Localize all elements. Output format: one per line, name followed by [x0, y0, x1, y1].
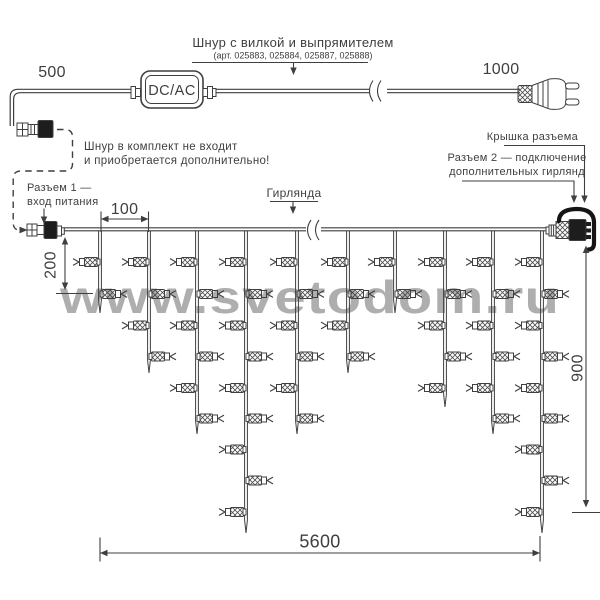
lamp-arrow-icon: [369, 353, 375, 360]
dim-900-label: 900: [569, 354, 587, 382]
lamp-holder: [539, 509, 542, 515]
cord-plug-mid: [28, 125, 38, 135]
lamp-socket: [226, 446, 231, 453]
lamp-holder: [97, 259, 100, 265]
lamp-socket: [509, 415, 514, 422]
connector1-icon: [27, 222, 64, 239]
dashed-connection-path: [13, 130, 72, 231]
garland-wire: [64, 220, 546, 240]
lamp-arrow-icon: [219, 259, 225, 266]
connector2-callout: [447, 152, 586, 203]
lamp-arrow-icon: [218, 353, 224, 360]
lamp-arrow-icon: [368, 259, 374, 266]
lamp-socket: [364, 353, 369, 360]
lamp-socket: [213, 415, 218, 422]
lamp-arrow-icon: [418, 385, 424, 392]
lamp-holder: [194, 385, 197, 391]
cord-leader-line: [192, 63, 368, 68]
lamp-arrow-icon: [267, 353, 273, 360]
plug-prong-bottom: [566, 99, 580, 105]
lamp-holder: [442, 259, 445, 265]
lamp-icon: [246, 352, 273, 361]
lamp-icon: [368, 258, 395, 267]
lamp-icon: [149, 352, 176, 361]
lamp-holder: [493, 354, 496, 360]
power-supply-cord: [10, 81, 520, 127]
watermark-text: www.svetodom.ru: [58, 271, 561, 323]
cord-plug-black-end: [38, 121, 53, 138]
lamp-arrow-icon: [170, 259, 176, 266]
connector1-label1: Разъем 1 —: [27, 182, 92, 194]
garland-label: Гирлянда: [266, 186, 322, 200]
lamp-bulb: [231, 445, 244, 454]
lamp-bulb: [249, 414, 262, 423]
connector2-icon: [546, 209, 594, 250]
lamp-holder: [243, 509, 246, 515]
lamp-holder: [539, 447, 542, 453]
connector2-label1: Разъем 2 — подключение: [447, 152, 587, 164]
connector1-callout: [27, 182, 98, 224]
adapter-right-ring: [213, 89, 217, 97]
lamp-socket: [226, 509, 231, 516]
lamp-icon: [493, 414, 520, 423]
lamp-holder: [294, 385, 297, 391]
lamp-socket: [522, 446, 527, 453]
icicle-drop: [270, 231, 324, 434]
lamp-icon: [515, 508, 542, 517]
lamp-arrow-icon: [466, 322, 472, 329]
adapter-left-nub: [131, 87, 136, 99]
lamp-holder: [197, 354, 200, 360]
lamp-arrow-icon: [219, 385, 225, 392]
lamp-bulb: [134, 258, 147, 267]
lamp-bulb: [496, 414, 509, 423]
lamp-icon: [297, 414, 324, 423]
lamp-socket: [425, 385, 430, 392]
lamp-socket: [165, 353, 170, 360]
lamp-socket: [277, 322, 282, 329]
lamp-bulb: [448, 352, 461, 361]
lamp-icon: [418, 258, 445, 267]
lamp-socket: [262, 353, 267, 360]
lamp-arrow-icon: [466, 385, 472, 392]
lamp-bulb: [430, 384, 443, 393]
connector1-label2: вход питания: [27, 196, 99, 208]
lamp-arrow-icon: [418, 322, 424, 329]
lamp-holder: [490, 385, 493, 391]
lamp-icon: [515, 258, 542, 267]
lamp-arrow-icon: [418, 259, 424, 266]
lamp-icon: [418, 384, 445, 393]
lamp-icon: [197, 352, 224, 361]
lamp-arrow-icon: [515, 385, 521, 392]
dim-100-arrow-right-icon: [141, 216, 149, 222]
lamp-arrow-icon: [514, 353, 520, 360]
lamp-holder: [493, 416, 496, 422]
lamp-socket: [313, 415, 318, 422]
lamp-socket: [80, 259, 85, 266]
lamp-bulb: [527, 258, 540, 267]
dim-200-label: 200: [42, 251, 60, 279]
lamp-bulb: [300, 352, 313, 361]
lamp-socket: [522, 259, 527, 266]
adapter-left-nub2: [136, 89, 141, 97]
lamp-bulb: [249, 352, 262, 361]
lamp-holder: [445, 354, 448, 360]
lamp-icon: [197, 414, 224, 423]
connector2-collar: [549, 225, 556, 236]
lamp-bulb: [545, 352, 558, 361]
lamp-bulb: [200, 414, 213, 423]
lamp-socket: [522, 385, 527, 392]
lamp-socket: [328, 322, 333, 329]
lamp-icon: [542, 476, 569, 485]
lamp-arrow-icon: [466, 259, 472, 266]
power-cord-connector: [17, 121, 53, 138]
lamp-bulb: [182, 258, 195, 267]
garland-leader-line: [270, 202, 318, 207]
lamp-arrow-icon: [122, 259, 128, 266]
plug-prong-top: [566, 83, 580, 89]
lamp-bulb: [527, 508, 540, 517]
lamp-icon: [542, 414, 569, 423]
dim-500-label: 500: [38, 64, 66, 81]
connector2-tab2: [586, 229, 591, 233]
connector2-arrow-icon: [571, 196, 577, 204]
lamp-socket: [509, 353, 514, 360]
lamp-socket: [522, 322, 527, 329]
lamp-arrow-icon: [321, 322, 327, 329]
lamp-holder: [246, 478, 249, 484]
connector1-black-body: [44, 222, 57, 239]
lamp-socket: [277, 259, 282, 266]
lamp-arrow-icon: [563, 415, 569, 422]
lamp-holder: [345, 259, 348, 265]
lamp-bulb: [231, 384, 244, 393]
lamp-socket: [522, 509, 527, 516]
lamp-arrow-icon: [318, 353, 324, 360]
lamp-holder: [539, 385, 542, 391]
lamp-arrow-icon: [563, 353, 569, 360]
lamp-arrow-icon: [515, 259, 521, 266]
lamp-socket: [226, 322, 231, 329]
connector1-ring: [62, 228, 65, 235]
lamp-icon: [348, 352, 375, 361]
lamp-arrow-icon: [73, 259, 79, 266]
connector1-mid: [37, 226, 44, 235]
lamp-holder: [243, 447, 246, 453]
lamp-bulb: [200, 352, 213, 361]
lamp-holder: [297, 416, 300, 422]
lamp-bulb: [478, 258, 491, 267]
lamp-arrow-icon: [318, 415, 324, 422]
lamp-bulb: [545, 414, 558, 423]
lamp-arrow-icon: [515, 446, 521, 453]
lamp-holder: [246, 354, 249, 360]
lamp-holder: [243, 323, 246, 329]
lamp-holder: [194, 259, 197, 265]
lamp-holder: [246, 416, 249, 422]
lamp-icon: [73, 258, 100, 267]
adapter-right-nub: [203, 89, 208, 97]
lamp-icon: [122, 258, 149, 267]
lamp-holder: [442, 323, 445, 329]
note-line1: Шнур в комплект не входит: [84, 141, 238, 153]
lamp-arrow-icon: [219, 446, 225, 453]
cord-leader-arrow-icon: [290, 68, 296, 76]
lamp-holder: [490, 259, 493, 265]
connector2-tab3: [586, 235, 591, 239]
lamp-arrow-icon: [267, 415, 273, 422]
dim-5600-arrow-left-icon: [100, 550, 108, 556]
lamp-holder: [243, 259, 246, 265]
lamp-socket: [177, 322, 182, 329]
lamp-holder: [442, 385, 445, 391]
lamp-socket: [461, 353, 466, 360]
dim-5600-label: 5600: [299, 531, 341, 552]
cord-right: [216, 89, 520, 92]
connector2-black-body: [569, 220, 586, 241]
lamp-socket: [277, 385, 282, 392]
dim-900-arrow-down-icon: [583, 500, 589, 508]
dim-5600: [100, 532, 540, 562]
lamp-socket: [226, 259, 231, 266]
lamp-icon: [493, 352, 520, 361]
lamp-icon: [321, 258, 348, 267]
cord-left-loop-inner: [14, 93, 131, 126]
lamp-socket: [129, 322, 134, 329]
lamp-holder: [194, 323, 197, 329]
lamp-bulb: [527, 445, 540, 454]
lamp-arrow-icon: [515, 509, 521, 516]
lamp-icon: [170, 384, 197, 393]
dcac-adapter-box: [131, 71, 216, 108]
dim-100-label: 100: [110, 201, 139, 218]
connector2-tab1: [586, 222, 591, 226]
lamp-holder: [297, 354, 300, 360]
lamp-icon: [270, 384, 297, 393]
lamp-arrow-icon: [515, 322, 521, 329]
lamp-socket: [473, 385, 478, 392]
lamp-icon: [542, 352, 569, 361]
lamp-bulb: [351, 352, 364, 361]
cap-arrow-icon: [581, 196, 587, 204]
cord-break-icon: [370, 81, 382, 102]
lamp-arrow-icon: [170, 353, 176, 360]
plug-body: [532, 79, 566, 110]
lamp-bulb: [231, 508, 244, 517]
lamp-icon: [466, 258, 493, 267]
lamp-arrow-icon: [321, 259, 327, 266]
lamp-holder: [539, 323, 542, 329]
lamp-holder: [392, 259, 395, 265]
lamp-holder: [146, 259, 149, 265]
lamp-arrow-icon: [514, 415, 520, 422]
lamp-bulb: [282, 384, 295, 393]
garland-wire-lines: [64, 228, 546, 231]
dashed-arrow-icon: [20, 227, 28, 234]
lamp-arrow-icon: [267, 477, 273, 484]
lamp-socket: [328, 259, 333, 266]
lamp-holder: [542, 354, 545, 360]
lamp-socket: [425, 322, 430, 329]
lamp-bulb: [527, 384, 540, 393]
lamp-socket: [226, 385, 231, 392]
lamp-arrow-icon: [270, 259, 276, 266]
lamp-socket: [262, 415, 267, 422]
dim-100-arrow-left-icon: [101, 216, 109, 222]
lamp-holder: [243, 385, 246, 391]
lamp-arrow-icon: [218, 415, 224, 422]
lamp-arrow-icon: [466, 353, 472, 360]
mains-plug-icon: [518, 79, 579, 110]
lamp-bulb: [300, 414, 313, 423]
icicle-drop: [170, 231, 224, 434]
lamp-socket: [558, 415, 563, 422]
note-line2: и приобретается дополнительно!: [84, 155, 270, 167]
lamp-icon: [170, 258, 197, 267]
lamp-holder: [146, 323, 149, 329]
lamp-bulb: [231, 258, 244, 267]
lamp-holder: [197, 416, 200, 422]
dim-900: [570, 246, 600, 513]
cord-left-loop: [10, 89, 131, 126]
lamp-socket: [425, 259, 430, 266]
lamp-holder: [348, 354, 351, 360]
lamp-bulb: [249, 476, 262, 485]
wire-break-icon: [308, 220, 320, 240]
lamp-icon: [466, 384, 493, 393]
lamp-socket: [558, 477, 563, 484]
lamp-socket: [473, 259, 478, 266]
lamp-bulb: [182, 384, 195, 393]
plug-grommet: [518, 86, 532, 103]
lamp-holder: [149, 354, 152, 360]
lamp-bulb: [282, 258, 295, 267]
dim-200-arrow-up-icon: [62, 237, 68, 245]
lamp-holder: [345, 323, 348, 329]
lamp-socket: [313, 353, 318, 360]
icicle-drop: [466, 231, 520, 434]
lamp-icon: [219, 384, 246, 393]
garland-callout: [267, 186, 322, 214]
connector2-leader-line: [462, 181, 574, 196]
lamp-holder: [294, 323, 297, 329]
lamp-holder: [490, 323, 493, 329]
lamp-bulb: [152, 352, 165, 361]
cord-articles: (арт. 025883, 025884, 025887, 025888): [213, 50, 373, 61]
lamp-icon: [515, 384, 542, 393]
lamp-bulb: [545, 476, 558, 485]
lamp-holder: [542, 478, 545, 484]
lamp-holder: [294, 259, 297, 265]
lamp-arrow-icon: [219, 509, 225, 516]
lamp-arrow-icon: [122, 322, 128, 329]
lamp-arrow-icon: [170, 385, 176, 392]
adapter-label: DC/AC: [148, 83, 196, 99]
lamp-holder: [539, 259, 542, 265]
lamp-socket: [262, 477, 267, 484]
adapter-right-nub2: [208, 87, 213, 99]
lamp-bulb: [430, 258, 443, 267]
lamp-socket: [213, 353, 218, 360]
lamp-bulb: [380, 258, 393, 267]
garland-arrow-icon: [290, 207, 296, 215]
lamp-arrow-icon: [219, 322, 225, 329]
lamp-socket: [558, 353, 563, 360]
lamp-icon: [219, 258, 246, 267]
cap-label: Крышка разъема: [486, 131, 578, 143]
lamp-icon: [270, 258, 297, 267]
lamp-holder: [542, 416, 545, 422]
lamp-socket: [177, 259, 182, 266]
lamp-arrow-icon: [270, 322, 276, 329]
lamp-socket: [129, 259, 134, 266]
lamp-bulb: [496, 352, 509, 361]
lamp-icon: [219, 445, 246, 454]
lamp-arrow-icon: [563, 291, 569, 298]
connector1-collar: [57, 226, 62, 236]
connector2-hatched-body: [556, 222, 569, 239]
lamp-arrow-icon: [170, 322, 176, 329]
dim-1000-label: 1000: [482, 61, 520, 78]
lamp-socket: [375, 259, 380, 266]
lamp-icon: [445, 352, 472, 361]
lamp-arrow-icon: [563, 477, 569, 484]
lamp-icon: [246, 414, 273, 423]
lamp-bulb: [333, 258, 346, 267]
lamp-icon: [515, 445, 542, 454]
lamp-arrow-icon: [270, 385, 276, 392]
dim-5600-arrow-right-icon: [533, 550, 541, 556]
lamp-icon: [219, 508, 246, 517]
lamp-icon: [297, 352, 324, 361]
connector2-label2: дополнительных гирлянд: [449, 166, 585, 178]
lamp-socket: [177, 385, 182, 392]
lamp-bulb: [478, 384, 491, 393]
lamp-icon: [246, 476, 273, 485]
lamp-socket: [473, 322, 478, 329]
lamp-bulb: [85, 258, 98, 267]
cord-callout: [192, 35, 394, 75]
cord-title: Шнур с вилкой и выпрямителем: [192, 35, 394, 50]
